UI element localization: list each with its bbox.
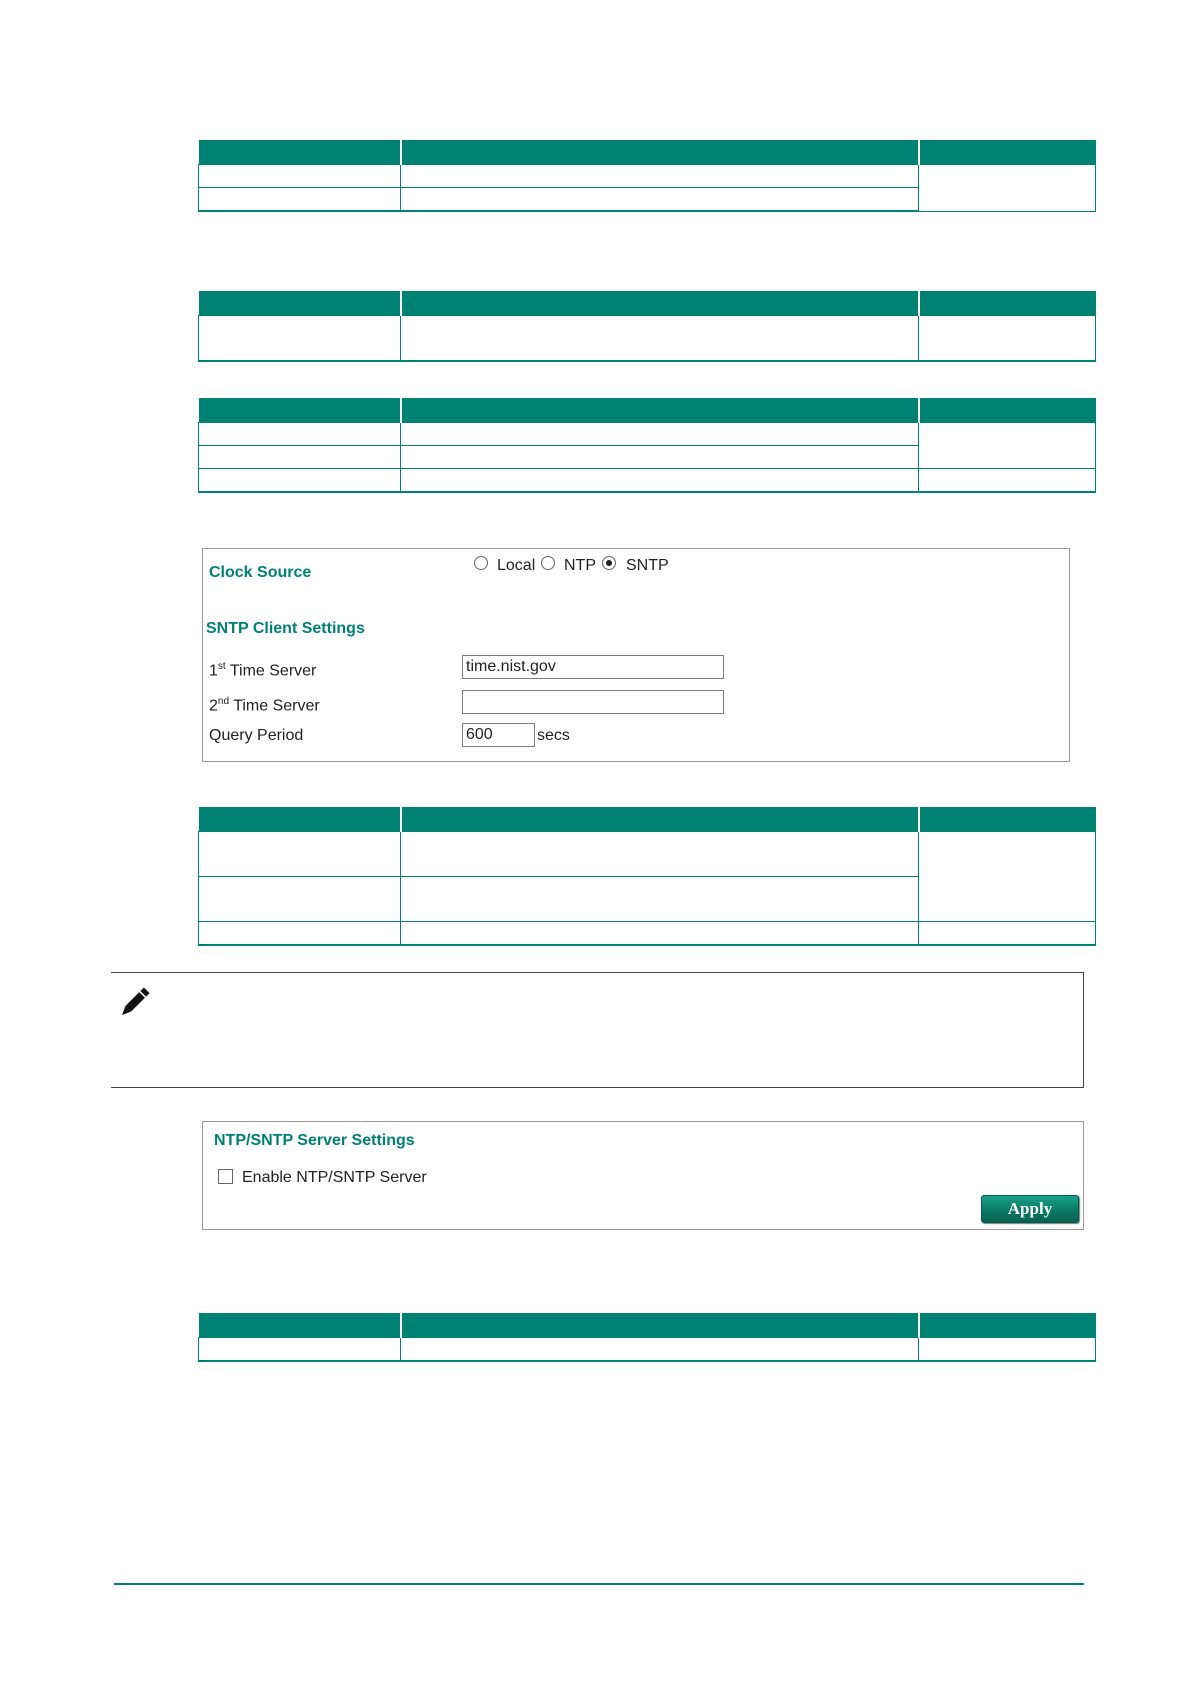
radio-local-label: Local [497, 557, 536, 574]
sntp-client-settings-heading: SNTP Client Settings [206, 620, 365, 637]
table-header-row [199, 140, 1096, 165]
clock-source-label: Clock Source [209, 564, 312, 581]
parameter-table-1 [198, 140, 1096, 212]
radio-sntp[interactable] [602, 556, 616, 570]
ntp-sntp-server-panel [202, 1121, 1084, 1230]
parameter-table-2 [198, 291, 1096, 362]
table-row [199, 423, 1096, 446]
footer-rule [114, 1583, 1084, 1585]
enable-ntp-sntp-server-label: Enable NTP/SNTP Server [242, 1169, 427, 1186]
table-header-row [199, 291, 1096, 316]
ntp-sntp-server-settings-heading: NTP/SNTP Server Settings [214, 1132, 415, 1149]
parameter-table-4 [198, 807, 1096, 946]
radio-ntp[interactable] [541, 556, 555, 570]
table-row [199, 316, 1096, 362]
parameter-table-3 [198, 398, 1096, 493]
time-server-1-label: 1st Time Server [209, 661, 317, 680]
table-row [199, 1338, 1096, 1362]
table-header-row [199, 807, 1096, 832]
query-period-input[interactable] [462, 723, 535, 747]
table-header-row [199, 398, 1096, 423]
apply-button[interactable]: Apply [981, 1195, 1079, 1223]
table-row [199, 922, 1096, 946]
table-row [199, 832, 1096, 877]
query-period-label: Query Period [209, 727, 304, 744]
enable-ntp-sntp-server-checkbox[interactable] [218, 1169, 233, 1184]
radio-ntp-label: NTP [564, 557, 596, 574]
table-header-row [199, 1313, 1096, 1338]
time-server-2-label: 2nd Time Server [209, 696, 320, 715]
pencil-icon [114, 983, 154, 1023]
time-server-1-input[interactable] [462, 655, 724, 679]
time-server-2-input[interactable] [462, 690, 724, 714]
table-row [199, 469, 1096, 493]
radio-local[interactable] [474, 556, 488, 570]
query-period-unit: secs [537, 727, 570, 744]
note-box [111, 972, 1084, 1088]
parameter-table-5 [198, 1313, 1096, 1362]
radio-sntp-label: SNTP [626, 557, 669, 574]
table-row [199, 165, 1096, 188]
clock-source-panel [202, 548, 1070, 762]
